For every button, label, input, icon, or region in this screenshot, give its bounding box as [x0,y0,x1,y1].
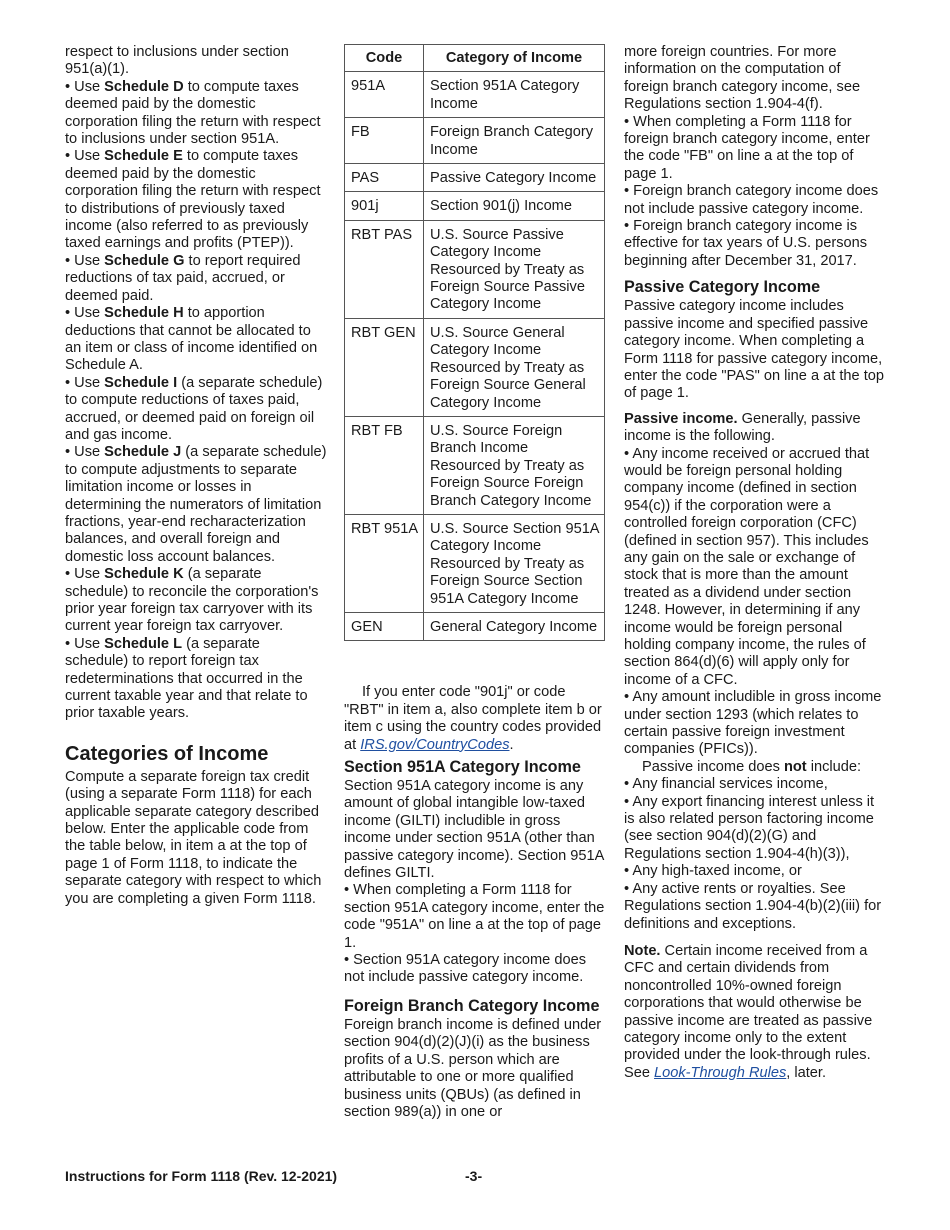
schedule-bullet [65,148,327,252]
paragraph-note [624,943,886,1082]
heading-categories-of-income: Categories of Income [65,742,269,765]
bullet-fb-exclusion: • Foreign branch category income does not include passive category income. [624,183,879,217]
table-row [345,192,605,220]
not-emphasis: not [783,758,807,775]
table-cell-code: GEN [345,612,424,640]
schedule-bullet-prefix: • Use [65,78,105,95]
paragraph-951a: Section 951A category income is any amount of global intangible low-taxed income (GILTI) includible in gross income under section 951A (other than passive category income). Section 951A defines GILTI. [344,778,604,882]
schedule-name: Schedule E [104,148,183,165]
paragraph-passive-category: Passive category income includes passive income and specified passive category income. When completing a Form 1118 for passive category income, enter the code "PAS" on line a at the top of page 1. [624,298,884,402]
schedule-bullet-prefix: • Use [65,374,105,391]
country-codes-link[interactable]: IRS.gov/CountryCodes [360,736,510,753]
paragraph-continued: respect to inclusions under section 951(a)(1). [65,44,289,78]
schedule-bullet-prefix: • Use [65,444,105,461]
schedule-bullet-prefix: • Use [65,635,105,652]
paragraph-not-include [624,759,886,776]
table-cell-category: Passive Category Income [424,164,605,192]
note-end: , later. [786,1064,827,1081]
schedule-description: to apportion deductions that cannot be allocated to an item or class of income identified on Schedule A. [65,305,318,374]
table-cell-code: RBT 951A [345,514,424,612]
table-header-code: Code [345,45,424,72]
note-text: Certain income received from a CFC and certain dividends from noncontrolled 10%-owned foreign corporations that would otherwise be passive income are treated as passive category income only to the extent provided under the look-through rules. See [624,942,873,1081]
table-row [345,72,605,118]
schedule-name: Schedule J [104,444,182,461]
schedule-name: Schedule D [104,78,184,95]
schedule-description: to compute taxes deemed paid by the domestic corporation filing the return with respect to inclusions under section 951A. [65,78,321,148]
schedule-description: (a separate schedule) to compute reductions of taxes paid, accrued, or deemed paid on foreign oil and gas income. [65,374,323,443]
table-cell-category: U.S. Source Passive Category Income Resourced by Treaty as Foreign Source Passive Category Income [424,220,605,318]
passive-income-text: Generally, passive income is the following. [624,410,861,445]
paragraph-categories: Compute a separate foreign tax credit (using a separate Form 1118) for each applicable separate category described below. Enter the applicable code from the table below, in item a at the top of page 1 of Form 1118, to indicate the separate category with respect to which you are completing a given Form 1118. [65,768,322,907]
bullet-not-rents: • Any active rents or royalties. See Regulations section 1.904-4(b)(2)(iii) for definitions and exceptions. [624,880,882,932]
bullet-passive-pfic: • Any amount includible in gross income under section 1293 (which relates to certain passive foreign investment companies (PFICs)). [624,689,882,758]
footer-form-title: Instructions for Form 1118 (Rev. 12-2021) [65,1168,338,1184]
table-cell-category: Section 901(j) Income [424,192,605,220]
table-cell-category: General Category Income [424,612,605,640]
table-header-row [345,45,605,72]
table-cell-code: RBT FB [345,416,424,514]
schedule-bullet [65,636,327,723]
bullet-not-high-taxed: • Any high-taxed income, or [624,863,802,880]
bullet-not-financial: • Any financial services income, [624,776,828,793]
table-row [345,318,605,416]
table-cell-code: 951A [345,72,424,118]
table-cell-code: RBT GEN [345,318,424,416]
schedule-description: to report required reductions of tax paid, accrued, or deemed paid. [65,252,301,304]
schedule-bullet [65,305,327,375]
schedule-bullet [65,253,327,305]
paragraph-foreign-branch-continued: more foreign countries. For more information on the computation of foreign branch category income, see Regulations section 1.904-4(f). [624,44,861,113]
schedule-list [65,79,327,723]
schedule-bullet-prefix: • Use [65,252,105,269]
bullet-951a-exclusion: • Section 951A category income does not include passive category income. [344,952,587,986]
table-row [345,220,605,318]
table-row [345,118,605,164]
schedule-bullet [65,375,327,445]
bullet-fb-effective: • Foreign branch category income is effective for tax years of U.S. persons beginning after December 31, 2017. [624,218,868,269]
table-row [345,514,605,612]
table-cell-category: Foreign Branch Category Income [424,118,605,164]
paragraph-foreign-branch: Foreign branch income is defined under section 904(d)(2)(J)(i) as the business profits of a U.S. person which are attributable to one or more qualified business units (QBUs) (as defined in section 989(a)) in one or [344,1016,602,1120]
heading-foreign-branch: Foreign Branch Category Income [344,996,600,1015]
heading-section-951a: Section 951A Category Income [344,758,581,776]
table-cell-code: FB [345,118,424,164]
column-1 [65,44,327,908]
bullet-fb-code: • When completing a Form 1118 for foreign branch category income, enter the code "FB" on line a at the top of page 1. [624,113,870,182]
table-header-category: Category of Income [424,45,605,72]
note-label: Note. [624,942,661,959]
passive-income-label: Passive income. [624,410,738,427]
table-cell-category: Section 951A Category Income [424,72,605,118]
schedule-description: (a separate schedule) to report foreign tax redeterminations that occurred in the current taxable year and that relate to prior taxable years. [65,635,308,722]
look-through-rules-link[interactable]: Look-Through Rules [654,1064,787,1081]
column-3 [624,44,886,1082]
country-codes-end: . [509,736,514,753]
column-2 [344,44,606,1121]
table-cell-code: PAS [345,164,424,192]
paragraph-passive-income [624,411,886,446]
bullet-not-export: • Any export financing interest unless it is also related person factoring income (see section 904(d)(2)(G) and Regulations section 1.904-4(h)(3)), [624,793,875,862]
bullet-passive-fphci: • Any income received or accrued that would be foreign personal holding company income (defined in section 954(c)) if the corporation were a controlled foreign corporation (CFC) (defined in section 957). This includes any gain on the sale or exchange of stock that is more than the amount treated as a dividend under section 1248. However, in determining if any income would be foreign personal holding company income, the rules of section 864(d)(6) will apply only for income of a CFC. [624,445,870,688]
schedule-name: Schedule K [104,566,184,583]
schedule-bullet-prefix: • Use [65,148,105,165]
table-row [345,164,605,192]
bullet-951a-code: • When completing a Form 1118 for section 951A category income, enter the code "951A" on line a at the top of page 1. [344,882,605,951]
schedule-bullet [65,79,327,149]
schedule-name: Schedule I [104,374,178,391]
table-cell-category: U.S. Source General Category Income Resourced by Treaty as Foreign Source General Category Income [424,318,605,416]
country-codes-text: If you enter code "901j" or code "RBT" in item a, also complete item b or item c using the country codes provided at [344,684,602,753]
paragraph-country-codes [344,684,606,754]
table-cell-code: 901j [345,192,424,220]
table-row [345,416,605,514]
category-code-table [344,44,605,641]
table-cell-category: U.S. Source Section 951A Category Income Resourced by Treaty as Foreign Source Section 951A Category Income [424,514,605,612]
table-cell-code: RBT PAS [345,220,424,318]
schedule-name: Schedule G [104,252,185,269]
schedule-description: (a separate schedule) to reconcile the corporation's prior year foreign tax carryover with its current year foreign tax carryover. [65,566,319,635]
heading-passive-category: Passive Category Income [624,278,821,297]
schedule-bullet-prefix: • Use [65,566,105,583]
schedule-bullet [65,566,327,636]
schedule-description: (a separate schedule) to compute adjustments to separate limitation income or losses in determining the numerators of limitation fractions, year-end recharacterization balances, and overall foreign and domestic loss account balances. [65,444,327,565]
schedule-bullet-prefix: • Use [65,305,105,322]
schedule-name: Schedule H [104,305,184,322]
not-include-end: include: [806,758,862,775]
schedule-name: Schedule L [104,635,183,652]
not-include-text: Passive income does [642,758,784,775]
schedule-description: to compute taxes deemed paid by the domestic corporation filing the return with respect to distributions of previously taxed income (also referred to as previously taxed earnings and profits (PTEP)). [65,148,321,252]
schedule-bullet [65,444,327,566]
table-row [345,612,605,640]
table-cell-category: U.S. Source Foreign Branch Income Resourced by Treaty as Foreign Source Foreign Branch Category Income [424,416,605,514]
page-number: -3- [465,1168,483,1184]
